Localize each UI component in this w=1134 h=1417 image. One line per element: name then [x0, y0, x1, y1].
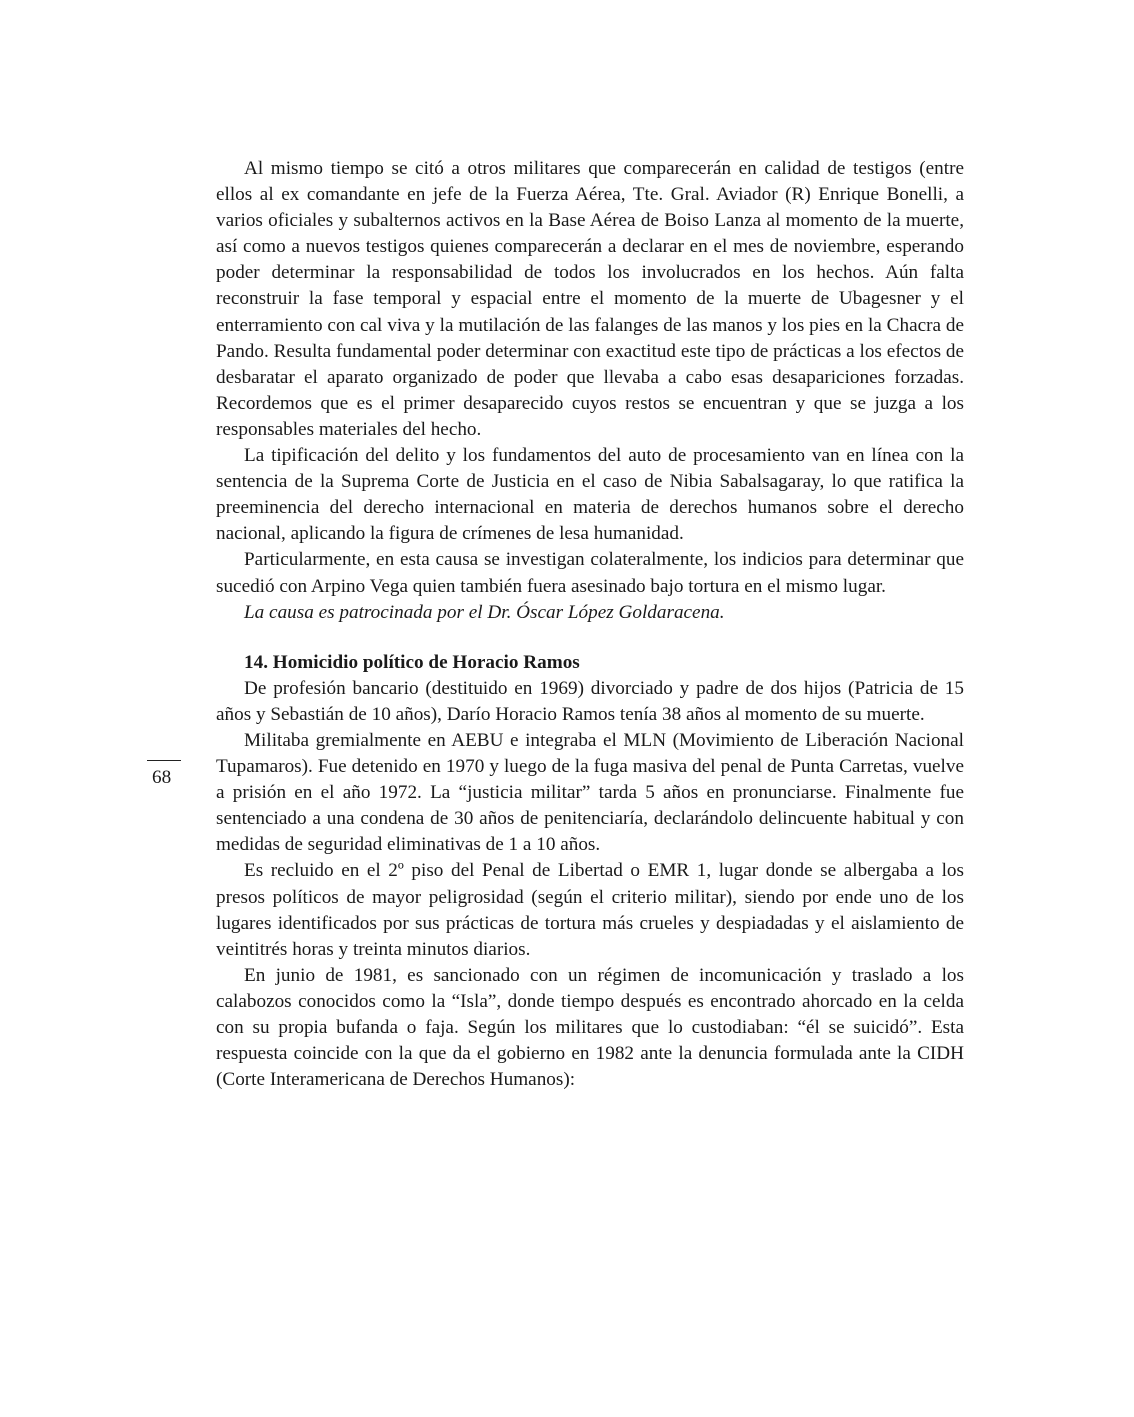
paragraph: La tipificación del delito y los fundamentos del auto de procesamiento van en línea con la sentencia de la Suprema Corte de Justicia en el caso de Nibia Sabalsagaray, lo que ratifica la preeminencia del derecho internacional en materia de derechos humanos sobre el derecho nacional, aplicando la figura de crímenes de lesa humanidad. — [216, 445, 964, 545]
folio-rule — [147, 760, 181, 761]
body-text — [216, 156, 964, 1093]
section-heading: 14. Homicidio político de Horacio Ramos — [244, 651, 580, 673]
page-number: 68 — [152, 767, 172, 788]
paragraph: Particularmente, en esta causa se investigan colateralmente, los indicios para determinar que sucedió con Arpino Vega quien también fuera asesinado bajo tortura en el mismo lugar. — [216, 549, 964, 597]
paragraph: Al mismo tiempo se citó a otros militares que comparecerán en calidad de testigos (entre ellos al ex comandante en jefe de la Fuerza Aérea, Tte. Gral. Aviador (R) Enrique Bonelli, a varios oficiales y subalternos activos en la Base Aérea de Boiso Lanza al momento de la muerte, así como a nuevos testigos quienes comparecerán a declarar en el mes de noviembre, esperando poder determinar la responsabilidad de todos los involucrados en los hechos. Aún falta reconstruir la fase temporal y espacial entre el momento de la muerte de Ubagesner y el enterramiento con cal viva y la mutilación de las falanges de las manos y los pies en la Chacra de Pando. Resulta fundamental poder determinar con exactitud este tipo de prácticas a los efectos de desbaratar el aparato organizado de poder que llevaba a cabo esas desapariciones forzadas. Recordemos que es el primer desaparecido cuyos restos se encuentran y que se juzga a los responsables materiales del hecho. — [216, 158, 964, 440]
paragraph: Militaba gremialmente en AEBU e integraba el MLN (Movimiento de Liberación Nacional Tupamaros). Fue detenido en 1970 y luego de la fuga masiva del penal de Punta Carretas, vuelve a prisión en el año 1972. La “justicia militar” tarda 5 años en pronunciarse. Finalmente fue sentenciado a una condena de 30 años de penitenciaría, declarándolo delincuente habitual y con medidas de seguridad eliminativas de 1 a 10 años. — [216, 729, 964, 856]
paragraph: En junio de 1981, es sancionado con un régimen de incomunicación y traslado a los calabozos conocidos como la “Isla”, donde tiempo después es encontrado ahorcado en la celda con su propia bufanda o faja. Según los militares que lo custodiaban: “él se suicidó”. Esta respuesta coincide con la que da el gobierno en 1982 ante la denuncia formulada ante la CIDH (Corte Interamericana de Derechos Humanos): — [216, 964, 964, 1091]
sponsor-note: La causa es patrocinada por el Dr. Óscar López Goldaracena. — [244, 601, 725, 623]
paragraph: De profesión bancario (destituido en 1969) divorciado y padre de dos hijos (Patricia de 15 años y Sebastián de 10 años), Darío Horacio Ramos tenía 38 años al momento de su muerte. — [216, 677, 964, 725]
paragraph: Es recluido en el 2º piso del Penal de Libertad o EMR 1, lugar donde se albergaba a los presos políticos de mayor peligrosidad (según el criterio militar), siendo por ende uno de los lugares identificados por sus prácticas de tortura más crueles y despiadadas y el aislamiento de veintitrés horas y treinta minutos diarios. — [216, 860, 964, 960]
